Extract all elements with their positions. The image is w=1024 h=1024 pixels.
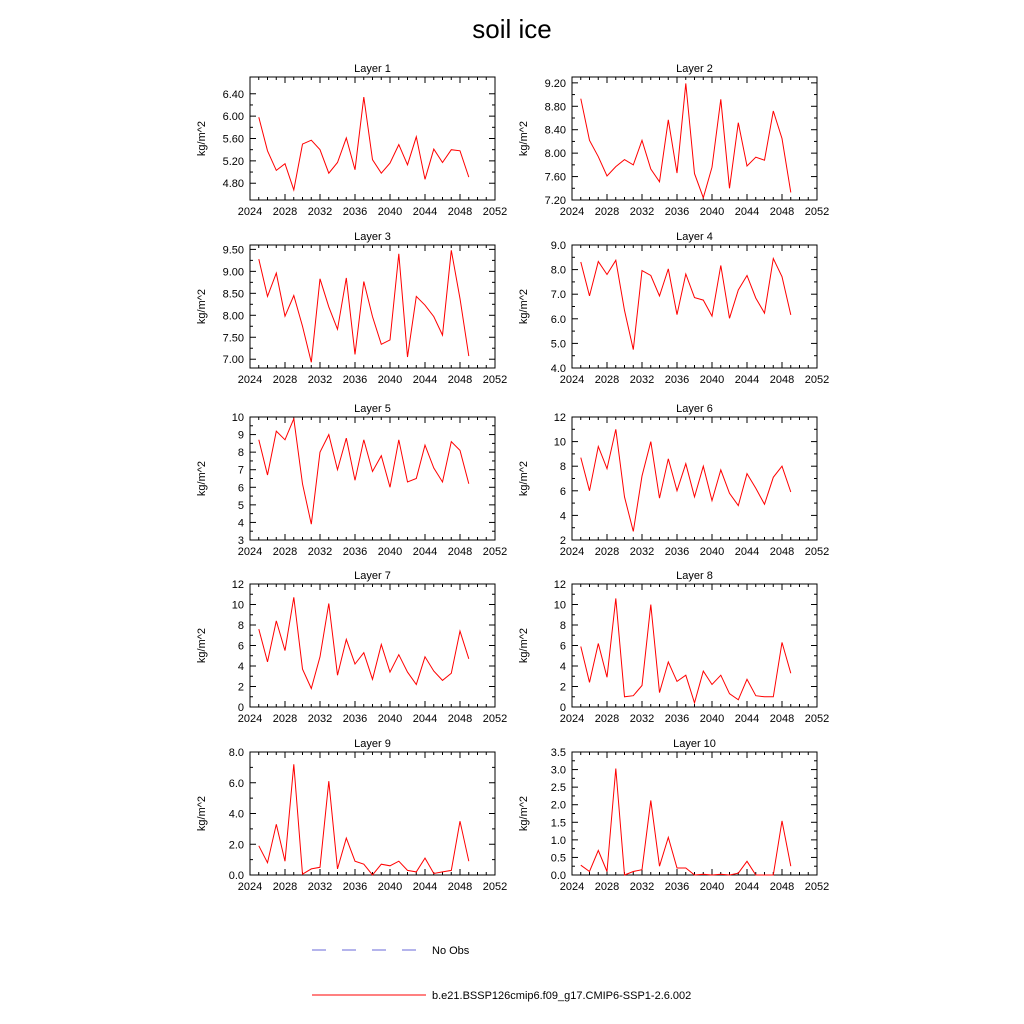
y-axis-label: kg/m^2 [196,120,208,157]
x-tick-label: 2040 [699,546,725,558]
x-tick-label: 2048 [769,374,795,386]
x-tick-label: 2040 [377,546,403,558]
y-tick-label: 6 [237,640,244,653]
y-tick-label: 8.80 [544,101,566,114]
figure-title: soil ice [472,14,552,44]
panel-title: Layer 2 [676,63,713,75]
y-tick-label: 5.20 [222,155,244,168]
y-tick-label: 0 [559,702,566,714]
x-tick-label: 2032 [629,713,655,725]
y-tick-label: 0.5 [550,852,566,865]
y-axis-label: kg/m^2 [196,627,208,664]
x-tick-label: 2024 [237,546,263,558]
x-tick-label: 2032 [307,374,333,386]
x-tick-label: 2040 [377,374,403,386]
series-line [581,83,791,197]
x-tick-label: 2032 [629,374,655,386]
series-line [581,429,791,531]
panel-title: Layer 4 [676,231,713,243]
y-tick-label: 12 [553,412,566,424]
series-line [259,97,469,190]
y-tick-label: 4 [237,661,244,673]
y-tick-label: 6 [559,485,566,498]
y-tick-label: 9 [237,429,244,442]
x-tick-label: 2028 [594,713,620,725]
panel-title: Layer 8 [676,570,713,582]
y-tick-label: 5.60 [222,133,244,146]
x-tick-label: 2040 [377,881,403,893]
x-tick-label: 2052 [804,206,830,218]
x-tick-label: 2044 [412,881,438,893]
y-tick-label: 9.50 [222,244,244,257]
plot-frame [572,77,817,200]
panel-1 [196,63,507,218]
panel-title: Layer 5 [354,403,391,415]
y-axis-label: kg/m^2 [196,795,208,832]
y-tick-label: 4 [559,510,566,523]
x-tick-label: 2052 [482,374,508,386]
y-tick-label: 4.0 [550,363,566,375]
y-tick-label: 2.5 [550,782,566,795]
y-tick-label: 3.0 [550,764,566,777]
y-tick-label: 7.60 [544,171,566,184]
x-tick-label: 2024 [559,713,585,725]
y-tick-label: 2 [559,681,566,694]
x-tick-label: 2044 [734,713,760,725]
y-axis-label: kg/m^2 [518,627,530,664]
y-tick-label: 2.0 [550,799,566,812]
y-tick-label: 10 [231,599,244,612]
y-tick-label: 10 [231,412,244,424]
legend-label-model: b.e21.BSSP126cmip6.f09_g17.CMIP6-SSP1-2.6.002 [432,990,692,1002]
y-tick-label: 6 [237,482,244,495]
legend-label-obs: No Obs [432,945,470,957]
y-tick-label: 0.0 [228,870,244,882]
y-tick-label: 12 [231,579,244,591]
x-tick-label: 2032 [307,206,333,218]
y-tick-label: 7.20 [544,195,566,207]
y-tick-label: 8 [559,461,566,474]
y-tick-label: 3.5 [550,747,566,759]
y-tick-label: 4 [559,661,566,673]
panel-3 [196,231,507,386]
x-tick-label: 2040 [699,206,725,218]
x-tick-label: 2028 [594,206,620,218]
series-line [581,598,791,703]
y-tick-label: 8 [237,620,244,632]
x-tick-label: 2044 [734,881,760,893]
y-axis-label: kg/m^2 [196,460,208,497]
y-tick-label: 9.20 [544,77,566,90]
x-tick-label: 2052 [804,374,830,386]
x-tick-label: 2036 [342,881,368,893]
x-tick-label: 2052 [482,713,508,725]
panel-title: Layer 3 [354,231,391,243]
y-tick-label: 8 [237,447,244,460]
y-tick-label: 8.0 [228,747,244,759]
x-tick-label: 2032 [307,546,333,558]
y-tick-label: 6 [559,640,566,653]
x-tick-label: 2024 [237,713,263,725]
series-line [581,769,791,876]
y-tick-label: 1.0 [550,834,566,847]
y-tick-label: 8.00 [544,148,566,161]
x-tick-label: 2036 [342,206,368,218]
x-tick-label: 2028 [594,881,620,893]
y-tick-label: 4.0 [228,808,244,821]
legend [312,945,691,1002]
y-axis-label: kg/m^2 [196,288,208,325]
x-tick-label: 2036 [342,713,368,725]
x-tick-label: 2052 [804,881,830,893]
panel-title: Layer 10 [673,738,716,750]
x-tick-label: 2040 [699,374,725,386]
x-tick-label: 2044 [734,206,760,218]
y-tick-label: 0 [237,702,244,714]
series-line [259,250,469,362]
x-tick-label: 2036 [342,374,368,386]
y-tick-label: 4.80 [222,178,244,191]
x-tick-label: 2028 [272,206,298,218]
panel-title: Layer 6 [676,403,713,415]
x-tick-label: 2044 [412,713,438,725]
x-tick-label: 2036 [342,546,368,558]
panel-8 [518,570,829,725]
series-line [581,259,791,350]
x-tick-label: 2032 [629,546,655,558]
x-tick-label: 2028 [594,546,620,558]
y-tick-label: 12 [553,579,566,591]
x-tick-label: 2048 [769,713,795,725]
panel-10 [518,738,829,893]
x-tick-label: 2032 [629,206,655,218]
panel-9 [196,738,507,893]
x-tick-label: 2044 [734,546,760,558]
plot-frame [572,417,817,540]
y-tick-label: 10 [553,599,566,612]
x-tick-label: 2036 [664,206,690,218]
y-tick-label: 4 [237,517,244,530]
y-tick-label: 2 [237,681,244,694]
plot-frame [250,584,495,707]
x-tick-label: 2040 [699,713,725,725]
panel-title: Layer 9 [354,738,391,750]
y-tick-label: 6.00 [222,111,244,124]
x-tick-label: 2040 [377,713,403,725]
x-tick-label: 2024 [237,374,263,386]
plot-frame [572,584,817,707]
panel-6 [518,403,829,558]
y-tick-label: 8 [559,620,566,632]
x-tick-label: 2052 [482,206,508,218]
x-tick-label: 2024 [559,546,585,558]
x-tick-label: 2048 [769,546,795,558]
y-tick-label: 7 [237,464,244,477]
y-tick-label: 8.50 [222,288,244,301]
series-line [259,419,469,524]
y-tick-label: 7.0 [550,289,566,302]
y-tick-label: 7.50 [222,332,244,345]
x-tick-label: 2052 [804,713,830,725]
x-tick-label: 2048 [447,206,473,218]
x-tick-label: 2036 [664,881,690,893]
x-tick-label: 2024 [237,881,263,893]
x-tick-label: 2044 [412,546,438,558]
x-tick-label: 2028 [272,713,298,725]
panel-title: Layer 7 [354,570,391,582]
y-axis-label: kg/m^2 [518,288,530,325]
x-tick-label: 2024 [559,206,585,218]
x-tick-label: 2036 [664,374,690,386]
series-line [259,764,469,875]
y-tick-label: 9.0 [550,240,566,252]
y-tick-label: 9.00 [222,266,244,279]
panel-title: Layer 1 [354,63,391,75]
panel-2 [518,63,829,218]
y-tick-label: 7.00 [222,354,244,367]
x-tick-label: 2024 [559,374,585,386]
plot-frame [572,245,817,368]
x-tick-label: 2036 [664,713,690,725]
x-tick-label: 2044 [412,206,438,218]
x-tick-label: 2052 [804,546,830,558]
x-tick-label: 2044 [412,374,438,386]
y-tick-label: 8.0 [550,264,566,277]
plot-frame [250,245,495,368]
y-tick-label: 2 [559,535,566,547]
x-tick-label: 2032 [307,713,333,725]
y-tick-label: 5.0 [550,338,566,351]
x-tick-label: 2048 [447,374,473,386]
x-tick-label: 2028 [272,374,298,386]
y-axis-label: kg/m^2 [518,120,530,157]
panel-4 [518,231,829,386]
plot-frame [250,752,495,875]
y-tick-label: 0.0 [550,870,566,882]
series-line [259,597,469,688]
x-tick-label: 2052 [482,881,508,893]
x-tick-label: 2024 [559,881,585,893]
plot-frame [250,77,495,200]
y-tick-label: 2.0 [228,839,244,852]
x-tick-label: 2028 [594,374,620,386]
y-tick-label: 8.40 [544,124,566,137]
x-tick-label: 2036 [664,546,690,558]
y-axis-label: kg/m^2 [518,460,530,497]
y-tick-label: 1.5 [550,817,566,830]
y-tick-label: 6.0 [228,777,244,790]
x-tick-label: 2048 [447,546,473,558]
x-tick-label: 2028 [272,546,298,558]
x-tick-label: 2048 [769,206,795,218]
x-tick-label: 2048 [447,881,473,893]
x-tick-label: 2052 [482,546,508,558]
panel-7 [196,570,507,725]
x-tick-label: 2040 [377,206,403,218]
x-tick-label: 2024 [237,206,263,218]
y-tick-label: 8.00 [222,310,244,323]
panel-5 [196,403,507,558]
y-tick-label: 6.0 [550,313,566,326]
x-tick-label: 2048 [769,881,795,893]
y-axis-label: kg/m^2 [518,795,530,832]
y-tick-label: 3 [237,535,244,547]
x-tick-label: 2032 [307,881,333,893]
x-tick-label: 2028 [272,881,298,893]
x-tick-label: 2032 [629,881,655,893]
y-tick-label: 6.40 [222,88,244,101]
y-tick-label: 10 [553,436,566,449]
y-tick-label: 5 [237,499,244,512]
x-tick-label: 2044 [734,374,760,386]
x-tick-label: 2048 [447,713,473,725]
x-tick-label: 2040 [699,881,725,893]
